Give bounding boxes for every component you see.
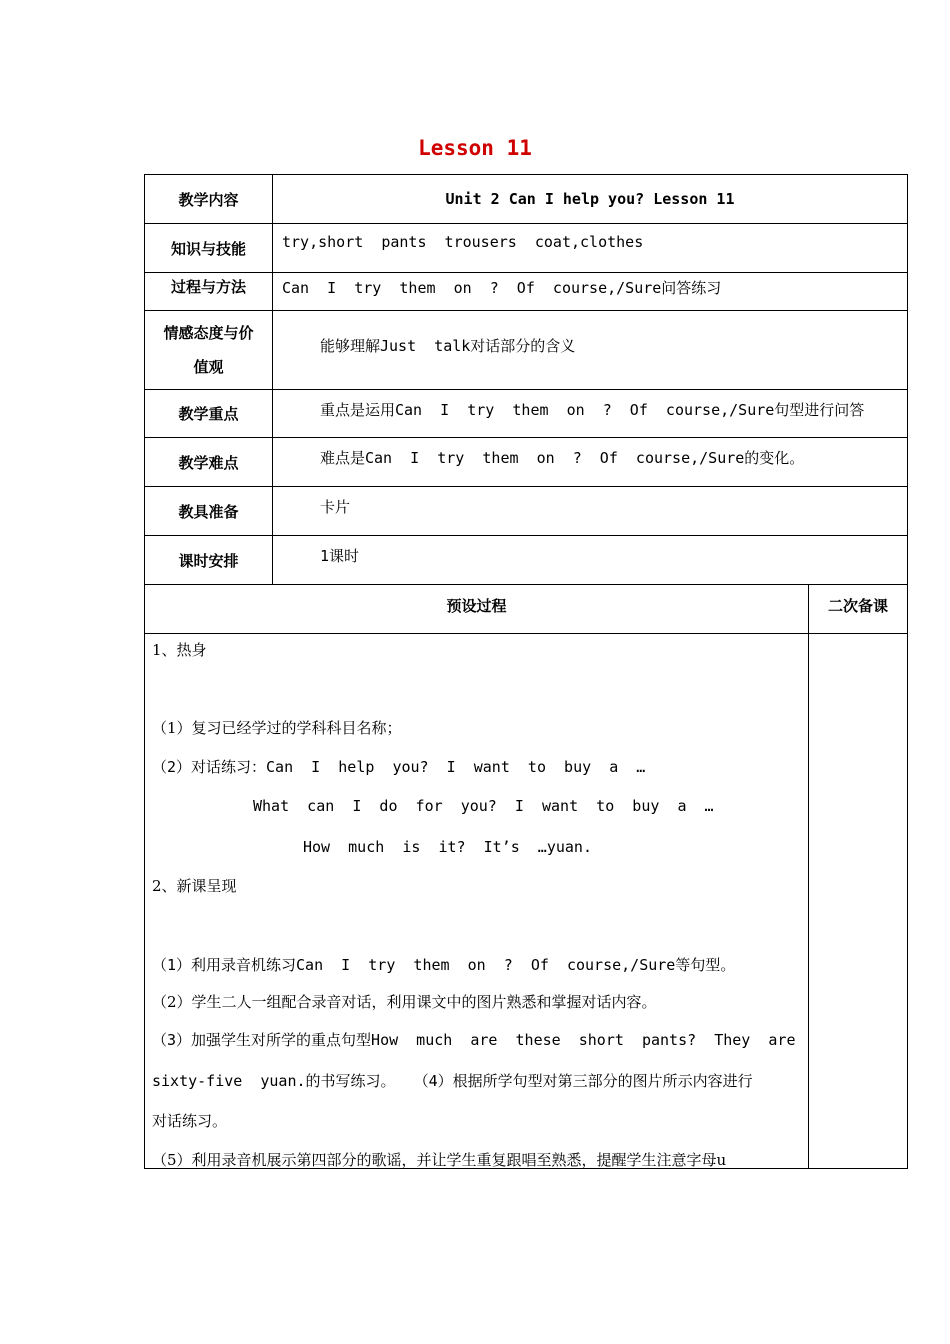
section-warmup: 1、热身: [152, 641, 207, 659]
new-lesson-item-1: （1）利用录音机练习Can I try them on ? Of course,/Sure等句型。: [152, 956, 736, 974]
process-header: 预设过程: [446, 596, 507, 615]
warmup-item-1: （1）复习已经学过的学科科目名称；: [152, 719, 402, 737]
warmup-item-2-line3: How much is it? It’s …yuan.: [303, 838, 592, 856]
notes-header: 二次备课: [827, 596, 888, 615]
row-value-materials: 卡片: [320, 498, 351, 516]
table-border-right: [907, 174, 908, 1169]
row-label-content: 教学内容: [178, 190, 239, 209]
warmup-item-2-line2: What can I do for you? I want to buy a …: [253, 797, 714, 815]
row-value-schedule: 1课时: [320, 547, 360, 565]
new-lesson-item-3-line2: sixty-five yuan.的书写练习。 （4）根据所学句型对第三部分的图片所示内容进行: [152, 1072, 753, 1090]
row-label-difficulty: 教学难点: [178, 453, 239, 472]
row-label-attitude-line2: 值观: [193, 358, 224, 376]
section-new-lesson: 2、新课呈现: [152, 877, 237, 895]
row-value-method: Can I try them on ? Of course,/Sure问答练习: [282, 279, 722, 297]
row-label-key-point: 教学重点: [178, 405, 239, 423]
new-lesson-item-2: （2）学生二人一组配合录音对话，利用课文中的图片熟悉和掌握对话内容。: [152, 993, 657, 1011]
row-value-difficulty: 难点是Can I try them on ? Of course,/Sure的变化。: [320, 449, 805, 467]
row-divider: [144, 633, 908, 634]
row-label-method: 过程与方法: [170, 278, 246, 296]
row-label-attitude-line1: 情感态度与价: [163, 324, 254, 342]
row-label-materials: 教具准备: [178, 502, 239, 521]
notes-column-divider: [808, 584, 809, 1169]
row-value-key-point: 重点是运用Can I try them on ? Of course,/Sure句型进行问答: [320, 401, 865, 419]
page-title: Lesson 11: [418, 136, 532, 160]
label-column-divider: [272, 174, 273, 585]
row-value-attitude: 能够理解Just talk对话部分的含义: [320, 337, 576, 355]
new-lesson-item-3-line3: 对话练习。: [152, 1112, 228, 1130]
new-lesson-item-3: （3）加强学生对所学的重点句型How much are these short pants? They are: [152, 1031, 796, 1049]
row-label-schedule: 课时安排: [178, 551, 239, 570]
row-value-content: Unit 2 Can I help you? Lesson 11: [445, 190, 735, 208]
row-label-attitude: [145, 311, 272, 389]
row-value-skills: try,short pants trousers coat,clothes: [282, 233, 644, 251]
new-lesson-item-5: （5）利用录音机展示第四部分的歌谣，并让学生重复跟唱至熟悉，提醒学生注意字母u: [152, 1151, 727, 1169]
row-label-skills: 知识与技能: [170, 239, 246, 258]
warmup-item-2: （2）对话练习：Can I help you? I want to buy a …: [152, 758, 646, 776]
